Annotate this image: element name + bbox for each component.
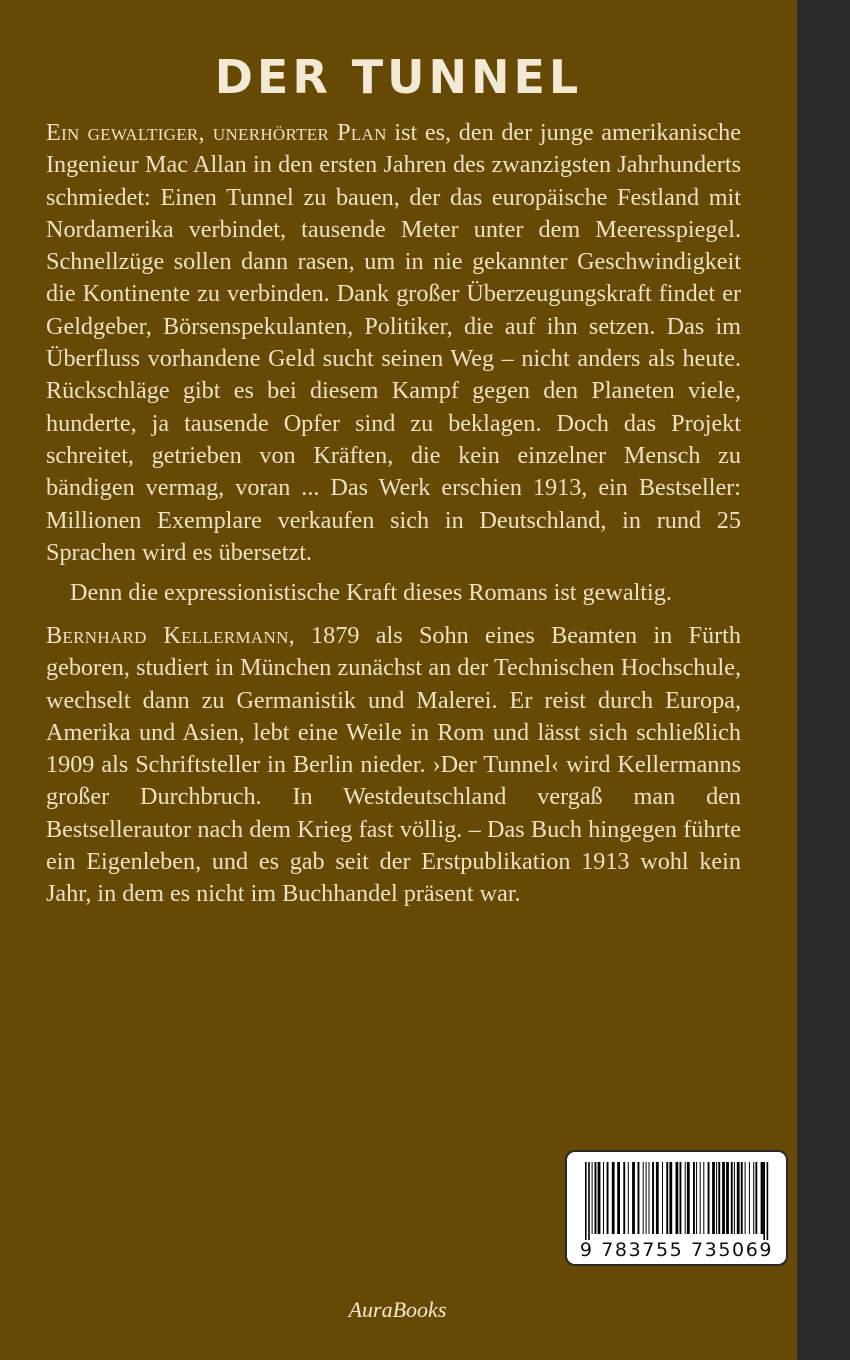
barcode-bar — [595, 1162, 597, 1234]
barcode-bar — [726, 1162, 729, 1234]
barcode-bar — [585, 1162, 587, 1240]
barcode-bar — [632, 1162, 635, 1234]
barcode-bar — [669, 1162, 672, 1234]
synopsis-closing-line: Denn die expressionistische Kraft dieses Romans ist gewaltig. — [70, 579, 672, 606]
isbn-barcode — [565, 1150, 788, 1266]
barcode-bar — [708, 1162, 710, 1234]
barcode-bar — [617, 1162, 620, 1234]
barcode-bar — [693, 1162, 695, 1234]
barcode-bar — [676, 1162, 679, 1234]
barcode-bar — [731, 1162, 733, 1234]
barcode-bar — [737, 1162, 740, 1234]
barcode-bar — [588, 1162, 590, 1240]
barcode-bar — [685, 1162, 686, 1234]
synopsis-body: ist es, den der junge amerikanische Ingenieur Mac Allan in den ersten Jahren des zwanzigsten Jahrhunderts schmiedet: Einen Tunnel zu bauen, der das europäische Festland mit Nordamerika verbindet, tausende Meter unter dem Meeresspiegel. Schnellzüge sollen dann rasen, um in nie gekannter Geschwindigkeit die Kontinente zu verbinden. Dank großer Überzeugungskraft findet er Geldgeber, Börsenspekulanten, Politiker, die auf ihn setzen. Das im Überfluss vorhandene Geld sucht seinen Weg – nicht anders als heute. Rückschläge gibt es bei diesem Kampf gegen den Planeten viele, hunderte, ja tausende Opfer sind zu beklagen. Doch das Projekt schreitet, getrieben von Kräften, die kein einzelner Mensch zu bändigen vermag, voran ... Das Werk erschien 1913, ein Bestseller: Millionen Exemplare verkaufen sich in Deutschland, in rund 25 Sprachen wird es übersetzt. — [46, 119, 741, 566]
barcode-bar — [649, 1162, 650, 1234]
barcode-bar — [592, 1162, 593, 1234]
barcode-bars — [585, 1162, 770, 1240]
barcode-bar — [598, 1162, 601, 1234]
barcode-bar — [700, 1162, 701, 1234]
barcode-bar — [680, 1162, 682, 1234]
book-title: DER TUNNEL — [214, 50, 583, 104]
barcode-bar — [638, 1162, 640, 1234]
publisher-logo: AuraBooks — [348, 1297, 447, 1322]
synopsis-lead-in: Ein gewaltiger, unerhörter Plan — [46, 119, 387, 146]
barcode-bar — [767, 1162, 769, 1240]
isbn-number: 9 783755 735069 — [579, 1239, 774, 1261]
barcode-bar — [703, 1162, 704, 1234]
barcode-bar — [612, 1162, 615, 1234]
barcode-bar — [646, 1162, 647, 1234]
barcode-bar — [628, 1162, 629, 1234]
barcode-bar — [745, 1162, 746, 1234]
barcode-bar — [666, 1162, 668, 1234]
barcode-bar — [607, 1162, 609, 1234]
author-bio-paragraph — [46, 620, 741, 911]
barcode-bar — [712, 1162, 715, 1234]
barcode-bar — [603, 1162, 604, 1234]
author-name: Bernhard Kellermann — [46, 622, 289, 649]
barcode-bar — [652, 1162, 654, 1234]
barcode-bar — [755, 1162, 757, 1234]
barcode-bar — [749, 1162, 750, 1234]
barcode-bar — [687, 1162, 690, 1234]
barcode-bar — [718, 1162, 720, 1234]
barcode-bar — [722, 1162, 725, 1234]
book-spine-edge — [797, 0, 850, 1360]
barcode-bar — [753, 1162, 754, 1234]
barcode-bar — [643, 1162, 644, 1234]
barcode-bar — [623, 1162, 625, 1234]
barcode-bar — [716, 1162, 717, 1234]
barcode-bar — [761, 1162, 764, 1234]
author-bio-body: , 1879 als Sohn eines Beamten in Fürth geboren, studiert in München zunächst an der Technischen Hochschule, wechselt dann zu Germanistik und Malerei. Er reist durch Europa, Amerika und Asien, lebt eine Weile in Rom und lässt sich schließlich 1909 als Schriftsteller in Berlin nieder. ›Der Tunnel‹ wird Kellermanns großer Durchbruch. In Westdeutschland vergaß man den Bestsellerautor nach dem Krieg fast völlig. – Das Buch hingegen führte ein Eigenleben, und es gab seit der Erstpublikation 1913 wohl kein Jahr, in dem es nicht im Buchhandel präsent war. — [46, 622, 741, 908]
barcode-bar — [763, 1162, 765, 1240]
barcode-bar — [741, 1162, 743, 1234]
barcode-bar — [656, 1162, 659, 1234]
barcode-bar — [734, 1162, 735, 1234]
barcode-bar — [696, 1162, 697, 1234]
synopsis-paragraph — [46, 117, 741, 569]
barcode-bar — [662, 1162, 663, 1234]
